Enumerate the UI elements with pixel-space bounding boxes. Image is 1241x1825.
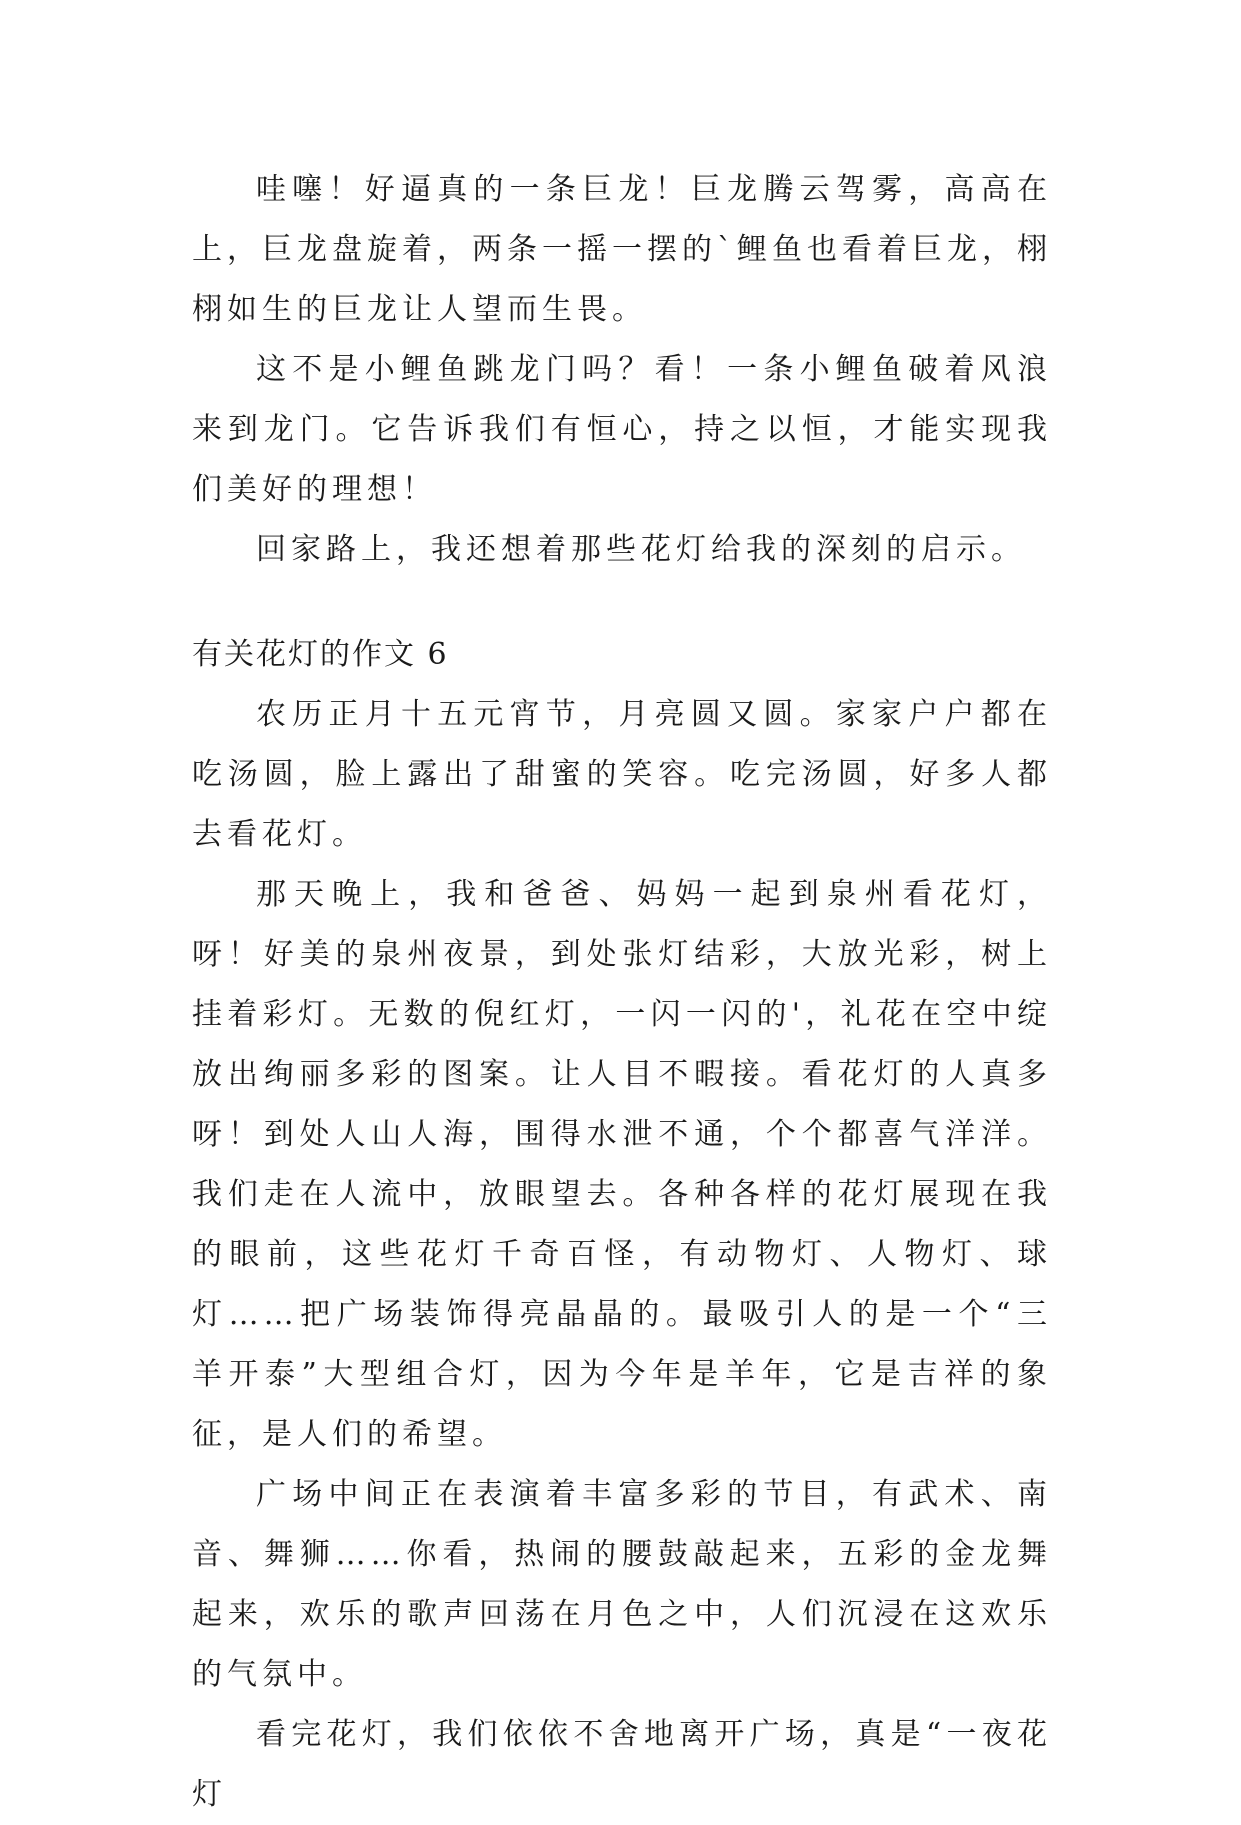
paragraph: 农历正月十五元宵节，月亮圆又圆。家家户户都在吃汤圆，脸上露出了甜蜜的笑容。吃完汤圆，好多人都去看花灯。: [192, 697, 1052, 852]
paragraph: 那天晚上，我和爸爸、妈妈一起到泉州看花灯，呀！好美的泉州夜景，到处张灯结彩，大放光彩，树上挂着彩灯。无数的倪红灯，一闪一闪的'，礼花在空中绽放出绚丽多彩的图案。让人目不暇接。看花灯的人真多呀！到处人山人海，围得水泄不通，个个都喜气洋洋。我们走在人流中，放眼望去。各种各样的花灯展现在我的眼前，这些花灯千奇百怪，有动物灯、人物灯、球灯……把广场装饰得亮晶晶的。最吸引人的是一个“三羊开泰”大型组合灯，因为今年是羊年，它是吉祥的象征，是人们的希望。: [192, 877, 1052, 1452]
paragraph: 看完花灯，我们依依不舍地离开广场，真是“一夜花灯: [192, 1717, 1052, 1812]
paragraph: 这不是小鲤鱼跳龙门吗？看！一条小鲤鱼破着风浪来到龙门。它告诉我们有恒心，持之以恒，才能实现我们美好的理想！: [192, 352, 1052, 507]
paragraph: 哇噻！好逼真的一条巨龙！巨龙腾云驾雾，高高在上，巨龙盘旋着，两条一摇一摆的`鲤鱼也看着巨龙，栩栩如生的巨龙让人望而生畏。: [192, 172, 1052, 327]
paragraph: 回家路上，我还想着那些花灯给我的深刻的启示。: [256, 532, 1026, 567]
document-body: [192, 160, 1052, 1825]
paragraph: 广场中间正在表演着丰富多彩的节目，有武术、南音、舞狮……你看，热闹的腰鼓敲起来，五彩的金龙舞起来，欢乐的歌声回荡在月色之中，人们沉浸在这欢乐的气氛中。: [192, 1477, 1052, 1692]
section-title: 有关花灯的作文 6: [192, 637, 449, 672]
